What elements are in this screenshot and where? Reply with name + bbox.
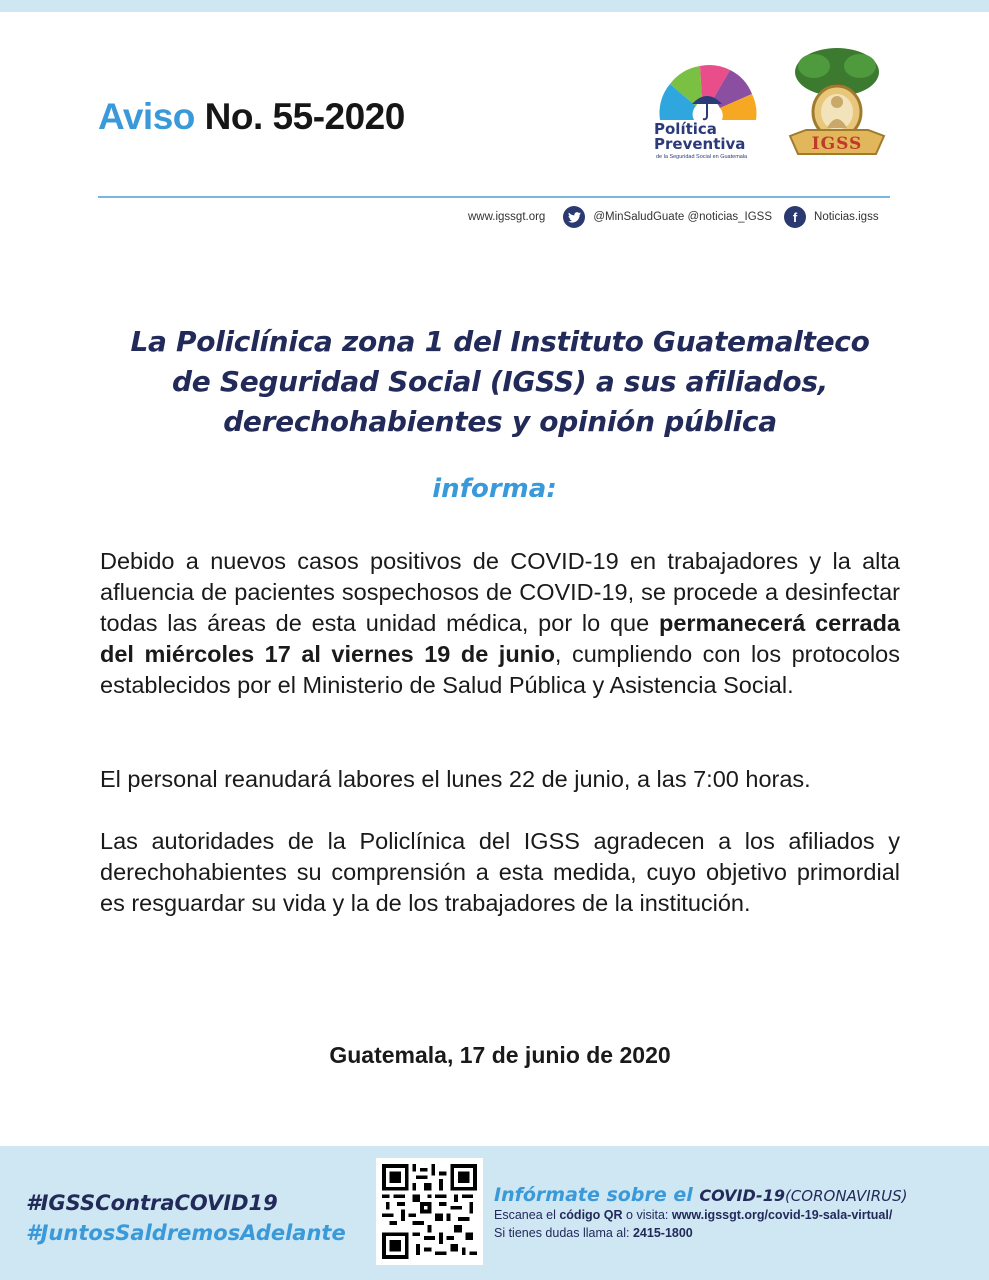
date-line: Guatemala, 17 de junio de 2020 [329,1042,671,1068]
info-scan-line: Escanea el código QR o visita: www.igssgt.org/covid-19-sala-virtual/ [494,1208,893,1222]
contact-row [468,205,879,229]
notice-title [98,96,405,138]
informa-label: informa: [432,474,557,504]
body-paragraph-1: Debido a nuevos casos positivos de COVID-19 en trabajadores y la alta afluencia de pacientes sospechosos de COVID-19, se procede a desinfectar todas las áreas de esta unidad médica, por lo que permanecerá cerrada del miércoles 17 al viernes 19 de junio, cumpliendo con los protocolos establecidos por el Ministerio de Salud Pública y Asistencia Social. [100,548,900,698]
title-prefix: Aviso [98,96,195,137]
politica-preventiva-logo [640,48,770,168]
igss-wordmark: IGSS [811,134,863,154]
qr-code[interactable] [376,1158,483,1265]
hashtag-juntos-saldremos[interactable]: #JuntosSaldremosAdelante [26,1221,346,1245]
info-phone-line: Si tienes dudas llama al: 2415-1800 [494,1226,693,1240]
sala-virtual-link[interactable]: www.igssgt.org/covid-19-sala-virtual/ [671,1208,893,1222]
qr-code-icon [382,1164,477,1259]
top-strip [0,0,989,12]
body-paragraph-2: El personal reanudará labores el lunes 22 de junio, a las 7:00 horas. [100,766,811,792]
header-divider [98,196,890,198]
website-link[interactable]: www.igssgt.org [468,211,546,223]
politica-preventiva-subtitle: de la Seguridad Social en Guatemala [656,154,748,160]
title-number: No. 55-2020 [204,96,405,137]
notice-heading [60,322,940,442]
info-title: Infórmate sobre el COVID-19(CORONAVIRUS) [494,1184,908,1206]
phone-number[interactable]: 2415-1800 [632,1226,693,1240]
facebook-page[interactable]: Noticias.igss [814,211,879,223]
twitter-handles[interactable]: @MinSaludGuate @noticias_IGSS [593,211,773,223]
hashtags [26,1188,346,1248]
footer-banner [0,1146,989,1280]
facebook-icon: f [784,206,806,228]
body-paragraph-3: Las autoridades de la Policlínica del IGSS agradecen a los afiliados y derechohabientes su comprensión a esta medida, cuyo objetivo primordial es resguardar su vida y la de los trabajadores de la institución. [100,828,900,916]
hashtag-igss-contra-covid[interactable]: #IGSSContraCOVID19 [26,1191,278,1215]
closure-dates: permanecerá cerrada del miércoles 17 al viernes 19 de junio [100,610,900,667]
igss-logo [784,44,890,170]
heading-line-3: derechohabientes y opinión pública [223,405,777,438]
politica-preventiva-wordmark: Política Preventiva [654,120,746,153]
twitter-icon [563,206,585,228]
heading-line-1: La Policlínica zona 1 del Instituto Guatemalteco [130,325,870,358]
covid-info [494,1184,974,1242]
heading-line-2: de Seguridad Social (IGSS) a sus afiliados, [171,365,829,398]
umbrella-rainbow-icon [640,48,770,128]
